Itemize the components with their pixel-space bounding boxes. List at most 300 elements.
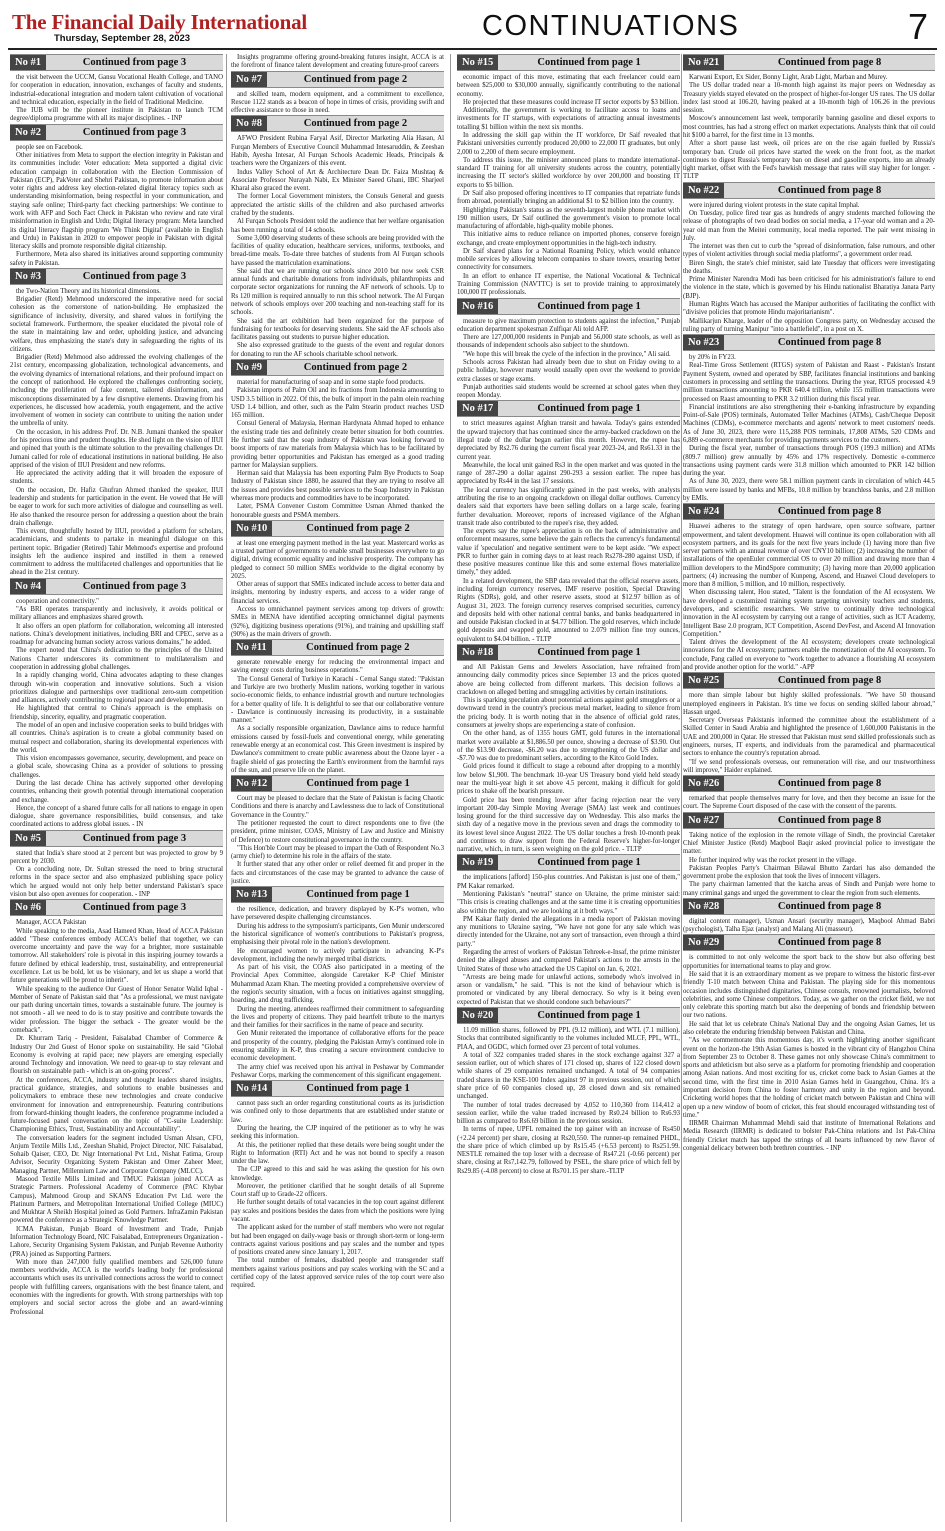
- paragraph: Mallikarjun Kharge, leader of the opposition Congress party, on Wednesday accused the ruling party of turning Manipur "into a battlefield", in a post on X.: [683, 317, 935, 333]
- continued-from-label: Continued from page 3: [82, 270, 187, 282]
- paragraph: Consul General of Malaysia, Herman Hardynata Ahmad hoped to enhance the existing trade ties and definitely create better situation for both countries. He further said that the soap industry of Pakistan was looking forward to boost imports of raw materials from Malaysia which has to be facilitated by providing better opportunities and Pakistan has emerged as a good trading partner for Malaysian suppliers.: [231, 420, 444, 469]
- paragraph: "As BRI operates transparently and inclusively, it avoids political or military alliances and emphasizes shared growth.: [10, 606, 223, 622]
- paragraph: On the occasion, in his address Prof. Dr. N.B. Jumani thanked the speaker for his precious time and prudent thoughts. He shed light on the vision of IIUI and opined that youth is the ultimate solution to the prevailing challenges Dr. Jumani called for role of educational institutions in national building. He also apprised of the vision of IIUI President and new reforms.: [10, 428, 223, 469]
- article-body: [457, 74, 680, 298]
- article-body: [683, 354, 935, 503]
- article: [683, 672, 935, 775]
- paragraph: is committed to not only welcome the sport back to the show but also offering best opportunities for international teams to play and grow.: [683, 954, 935, 970]
- paragraph: 11.09 million shares, followed by PPL (9.12 million), and WTL (7.1 million). Stocks that contributed significantly to the volumes included MLCF, PPL, WTL, PIAA, and OGDC, which formed over 23 percent of total volumes.: [457, 1026, 680, 1051]
- paragraph: Access to omnichannel payment services among top drivers of growth: SMEs in MENA have identified accepting omnichannel digital payments (92%), digitizing business operations (91%), and training and upskilling staff (90%) as the main drivers of growth.: [231, 606, 444, 638]
- paragraph: This event, thoughtfully hosted by IIUI, provided a platform for scholars, academicians, and students to partake in meaningful dialogue on this pertinent topic. Brigadier (Retired) Tahir Mehmood's expertise and profound insights left the audience inspired and instilled in them a renewed commitment to address the multifaceted challenges and opportunities that lie ahead in the 21st century.: [10, 528, 223, 577]
- article: [231, 775, 444, 886]
- article: [457, 854, 680, 1007]
- article-number: No #20: [457, 1008, 498, 1023]
- paragraph: In terms of rupee, UPFL remained the top gainer with an increase of Rs450 (+2.24 percent) per share, closing at Rs20,550. The runner-up remained PHDL, the share price of which climbed up by Rs15.45 (+6.53 percent) to Rs251.99. NESTLE remained the top loser with a decrease of Rs47.21 (-0.66 percent) per share, closing at Rs7,142.79, followed by PSEL, the share price of which fell by Rs29.85 (-4.08 percent) to close at Rs701.15 per share.-TLTP: [457, 1126, 680, 1175]
- paragraph: This is sparking speculation about potential actions against gold smugglers or a downward trend in the country's precious metal market, leading to silence from the pricing body. It is worth noting that in the absence of official gold rates, consumers at jewelry shops are experiencing a state of confusion.: [457, 697, 680, 729]
- header-rule: [8, 48, 937, 50]
- article-number: No #18: [457, 645, 498, 660]
- article: [683, 503, 935, 672]
- paragraph: the visit between the UCCM, Gansu Vocational Health College, and TANO for cooperation in education, innovation, exchanges of faculty and students, industrial-educational integration and modern talent cultivation of vocational and technical education, especially in the field of Traditional Medicine.: [10, 74, 223, 106]
- paragraph: the resilience, dedication, and bravery displayed by K-P's women, who have persevered despite challenging circumstances.: [231, 906, 444, 922]
- article: [683, 182, 935, 335]
- article-body: [683, 832, 935, 898]
- article-number: No #17: [457, 401, 498, 416]
- article-number: No #16: [457, 299, 498, 314]
- paragraph: She said the art exhibition had been organized for the purpose of fundraising for textbooks for deserving students. She said the AF schools also facilitates passing out students to pursue higher education.: [231, 317, 444, 342]
- paragraph: During the hearing, the CJP inquired of the petitioner as to why he was seeking this information.: [231, 1124, 444, 1141]
- paragraph: The number of total trades decreased by 4,052 to 110,360 from 114,412 a session earlier, while the value traded increased by Rs0.24 billion to Rs6.93 billion as compared to Rs6.69 billion in the previous session.: [457, 1101, 680, 1126]
- paragraph: Dr Saif also proposed offering incentives to IT companies that repatriate funds from abroad, potentially bringing an additional $1 to $2 billion into the country.: [457, 189, 680, 206]
- article-body: [231, 135, 444, 359]
- paragraph: When discussing talent, Hou stated, "Talent is the foundation of the AI ecosystem. We have developed a customized training system targeting university teachers and students, developers, and scientific researchers. We strive to continually drive technological innovation in the AI ecosystem by carrying out a range of activities, such as ICT Academy, Intelligent Base 2.0 program, ICT Competition, Ascend DevFest, and Ascend AI Innovation Competition.": [683, 589, 935, 638]
- paragraph: Furthermore, Meta also shared its initiatives around supporting community safety in Pakistan.: [10, 251, 223, 267]
- paragraph: It also offers an open platform for collaboration, welcoming all interested nations. China's development initiatives, including BRI and CPEC, serve as a roadmap for advancing human society across various domains," he added.: [10, 622, 223, 647]
- article-body: [231, 54, 444, 71]
- article-number: No #23: [683, 335, 724, 350]
- newspaper-title: The Financial Daily International: [12, 10, 308, 34]
- paragraph: The experts say the rupee's appreciation is on the back of administrative and enforcement measures, some believe the gain reflects the currency's fundamental value if 'speculation' and negative sentiment were to be kept aside. "We expect PKR to further gain in coming days to at least reach Rs278-280 against USD, if these positive measures continue like this and some external flows materialize timely," they added.: [457, 528, 680, 577]
- paragraph: On the occasion, Dr. Hafiz Ghufran Ahmed thanked the speaker, IIUI leadership and students for participation in the event. He vowed that He will be eager to work for such more activities of dialogue and counselling as well. He also thanked the resource person for addressing a question about the brain drain challenge.: [10, 486, 223, 527]
- paragraph: Highlighting Pakistan's status as the seventh-largest mobile phone market with 190 million users, Dr Saif outlined the government's vision to promote local manufacturing of affordable, high-quality mobile phones.: [457, 206, 680, 231]
- article-body: [231, 1100, 444, 1290]
- paragraph: He appreciated the activity adding that it will broaden the exposure of students.: [10, 470, 223, 486]
- article-body: [683, 202, 935, 335]
- paragraph: Gold price has been trending lower after facing rejection near the very important 200-day Simple Moving Average (SMA) last week and continues losing ground for the third successive day on Wednesday. This also marks the sixth day of a negative move in the previous seven and drags the commodity to its lowest level since August 2022. The US dollar touches a fresh 10-month peak and continues to draw support from the Federal Reserve's higher-for-longer narrative, which, in turn, is seen weighing on the gold price. - TLTP: [457, 796, 680, 854]
- article: [683, 812, 935, 898]
- continuation-bar: [457, 644, 680, 661]
- paragraph: As part of his visit, the COAS also participated in a meeting of the Provincial Apex Committee, alongside Caretaker K-P Chief Minister Muhammad Azam Khan. The meeting provided a comprehensive overview of the region's security situation, with a focus on initiatives against smuggling, hoarding, and drug trafficking.: [231, 964, 444, 1005]
- article-body: [10, 74, 223, 124]
- article: [10, 899, 223, 1317]
- continued-from-label: Continued from page 8: [777, 900, 882, 912]
- continued-from-label: Continued from page 8: [777, 778, 882, 790]
- continued-from-label: Continued from page 1: [537, 57, 641, 68]
- paragraph: The IUB will be the pioneer institute in Pakistan to launch TCM degree/diploma programme with all its major disciplines. - INP: [10, 107, 223, 123]
- article-body: [457, 318, 680, 401]
- paragraph: In a rapidly changing world, China advocates adapting to these changes through win-win cooperation and innovative solutions. Such a vision prioritizes dialogue and partnerships over traditional zero-sum competition and alliances, actively contributing to regional peace and development.: [10, 672, 223, 705]
- paragraph: remarked that people themselves marry for love, and then they become an issue for the court. The Supreme Court disposed of the case with the consent of the parents.: [683, 795, 935, 811]
- article-number: No #12: [231, 776, 272, 791]
- article: [231, 520, 444, 639]
- article-number: No #27: [683, 813, 724, 828]
- continued-from-label: Continued from page 3: [82, 832, 187, 844]
- continued-from-label: Continued from page 1: [537, 300, 641, 312]
- continuation-bar: [10, 124, 223, 141]
- paragraph: AFWO President Rubina Faryal Asif, Director Marketing Alia Hasan, Al Furqan Members of Executive Council Muhammad Intesaruddin, & Zeeshan Habib, Ayesha Intesar, Al Furqan Schools Academic Heads, Principals & teachers were the Organizers of this event.: [231, 135, 444, 168]
- paragraph: During his address to the symposium's participants, Gen Munir underscored the historical significance of women's contributions to Pakistan's progress, emphasising their pivotal role in the nation's development.: [231, 922, 444, 947]
- continuation-bar: [683, 54, 935, 71]
- paragraph: Brigadier (Retd) Mehmood underscored the imperative need for social cohesion as the cornerstone of nation-building. He emphasized the significance of inclusivity, diversity, and shared values in fortifying the societal framework. Furthermore, the speaker elucidated the pivotal role of the state in maintaining law and order, upholding justice, and advancing welfare, thus emphasizing the state's duty in safeguarding the rights of its citizens.: [10, 296, 223, 353]
- paragraph: On a concluding note, Dr. Sultan stressed the need to bring structural reforms in the space sector and also emphasized publishing space policy which he argued would not only help better understand Pakistan's space vision but also open avenues for cooperation. - INP: [10, 866, 223, 899]
- paragraph: Gold prices found it difficult to stage a rebound after dropping to a monthly low below $1,900. The benchmark 10-year US Treasury bond yield held steady near the multi-year high it set above 4.5 percent, making it difficult for gold prices to shake off the bearish pressure.: [457, 763, 680, 796]
- paragraph: This vision encompasses governance, security, development, and peace on a global scale, showcasing China as a provider of solutions to pressing challenges.: [10, 755, 223, 779]
- continued-from-label: Continued from page 3: [82, 126, 187, 138]
- article: [683, 934, 935, 1153]
- paragraph: It further stated that any other order or relief deemed fit and proper in the facts and circumstances of the case may be granted to advance the cause of justice.: [231, 861, 444, 885]
- paragraph: During the fiscal year, number of transactions through POS (199.3 million) and ATMs (809.7 million) grew annually by 45% and 17% respectively. Domestic e-commerce transactions using payment cards were 31.8 million which amounted to PKR 142 billion during the year.: [683, 445, 935, 478]
- article-number: No #22: [683, 183, 724, 198]
- paragraph: The US dollar traded near a 10-month high against its major peers on Wednesday as Treasury yields stayed elevated on the prospect of higher-for-longer US rates. The US dollar index last stood at 106.20, having peaked at a 10-month high of 106.26 in the previous session.: [683, 82, 935, 115]
- article-number: No #2: [10, 125, 46, 140]
- paragraph: Punjab authorities said students would be screened at school gates when they reopen Monday.: [457, 383, 680, 400]
- paragraph: Mentioning Pakistan's "neutral" stance on Ukraine, the prime minister said: "This crisis is creating challenges and at the same time it is creating opportunities also within the region, and we are looking at it both ways.": [457, 891, 680, 915]
- continued-from-label: Continued from page 1: [537, 647, 641, 658]
- article: [683, 775, 935, 812]
- article-number: No #8: [231, 116, 267, 131]
- continued-from-label: Continued from page 2: [306, 642, 410, 654]
- continued-from-label: Continued from page 3: [82, 902, 187, 914]
- paragraph: In a related development, the SBP data revealed that the official reserve assets, including foreign currency reserves, IMF reserve position, Special Drawing Rights (SDRs), gold, and other reserve assets, stood at $12.97 billion as of August 31, 2023. The foreign currency reserves comprised securities, currency and deposits held with other national central banks, and banks headquartered in and outside Pakistan clocked in at $4.77 billion. The gold reserves, which include gold deposits and swapped gold, amounted to 2.079 million fine troy ounces, equivalent to $4.04 billion. - TLTP: [457, 577, 680, 643]
- article: [10, 830, 223, 900]
- continuation-bar: [10, 268, 223, 285]
- paragraph: A total of 322 companies traded shares in the stock exchange against 327 a session earlier, out of which shares of 171 closed up, shares of 122 closed down while shares of 29 companies remained unchanged. A total of 94 companies traded shares in the KSE-100 Index against 97 in previous session, out of which share price of 60 companies closed up, 28 closed down and six remained unchanged.: [457, 1051, 680, 1101]
- article-number: No #26: [683, 776, 724, 791]
- paragraph: IIRMR Chairman Muhammad Mehdi said that institute of International Relations and Media Research (IIRMR) is dedicated to bolster Pak-China relations and 1st Pak-China friendly Cricket match has tapped the strings of all hearts influenced by new flavor of congenial delicacy between both brethren countries. - INP: [683, 1120, 935, 1152]
- article-body: [10, 144, 223, 268]
- article: [457, 298, 680, 401]
- article: [231, 639, 444, 775]
- article: [683, 898, 935, 935]
- article-body: [231, 379, 444, 520]
- paragraph: Moscow's announcement last week, temporarily banning gasoline and diesel exports to most countries, has had a strong effect on market expectations. Analysts think that oil could hit $100 a barrel, for the first time in 13 months.: [683, 115, 935, 139]
- continuation-bar: [10, 899, 223, 916]
- article: [683, 54, 935, 182]
- paragraph: Biren Singh, the state's chief minister, said late Tuesday that officers were investigating the deaths.: [683, 259, 935, 275]
- article-number: No #7: [231, 72, 267, 87]
- paragraph: At the conferences, ACCA, industry and thought leaders shared insights, practical guidance, strategies, and solutions to enable businesses and policymakers to embrace these new technologies and create conducive environment for innovation and entrepreneurship. Featuring contributions from forward-thinking thought leaders, the conference programme included a future-focused panel conversation on the topic of "C-suite Leadership: Championing Ethics, Trust, Sustainability and Accountability".: [10, 1076, 223, 1134]
- continuation-bar: [683, 672, 935, 689]
- column-divider: [450, 54, 451, 1522]
- continued-from-label: Continued from page 3: [82, 580, 187, 592]
- article-number: No #29: [683, 935, 724, 950]
- paragraph: Hence, the concept of a shared future calls for all nations to engage in open dialogue, share governance responsibilities, build consensus, and take coordinated actions to address global issues. - IN: [10, 804, 223, 829]
- continuation-bar: [231, 359, 444, 376]
- continued-from-label: Continued from page 8: [777, 337, 882, 349]
- article-body: [457, 420, 680, 644]
- article-body: [683, 523, 935, 672]
- paragraph: Herman said that Malaysia has been exporting Palm Bye Products to Soap Industry of Pakistan since 1880, he assured that they are trying to resolve all the issues and provides best possible services to the Soap Industry in Pakistan whereas more products and commodities have to be incorporated.: [231, 470, 444, 502]
- column-3: [457, 54, 680, 1524]
- continued-from-label: Continued from page 3: [82, 57, 187, 68]
- paragraph: Human Rights Watch has accused the Manipur authorities of facilitating the conflict with "divisive policies that promote Hindu majoritarianism".: [683, 301, 935, 317]
- paragraph: As a socially responsible organization, Dawlance aims to reduce harmful emissions caused by fossil-fuels and conventional energy, while generating renewable energy at an economical cost. This Green investment is inspired by Dawlance's commitment to create public awareness about the Ozone layer - a fragile shield of gas protecting the Earth's environment from the harmful rays of the sun, and preserve life on the planet.: [231, 725, 444, 774]
- paragraph: PM Kakar flatly denied the allegations in a media report of Pakistan moving any munitions to Ukraine saying, "We have not gone for any sale which was directly intended for the Ukraine, not any sort of transaction, even through a third party.": [457, 915, 680, 948]
- continued-from-label: Continued from page 1: [537, 403, 641, 415]
- article: [231, 359, 444, 520]
- paragraph: to strict measures against Afghan transit and hawala. Today's gains extended the upward trajectory that has continued since the army-backed crackdown on the illegal trade of the dollar began earlier this month. However, the rupee has depreciated by Rs2.76 during the current fiscal year 2023-24, and Rs61.33 in the current year.: [457, 420, 680, 461]
- paragraph: Later, PSMA Convener Custom Committee Usman Ahmed thanked the honourable guests and PSMA members.: [231, 503, 444, 519]
- paragraph: The petitioner requested the court to direct respondents one to five (the president, prime minister, COAS, Ministry of Law and Justice and Ministry of Defence) to restore constitutional governance in the country.: [231, 819, 444, 844]
- article: [457, 400, 680, 644]
- paragraph: Secretary Overseas Pakistanis informed the committee about the establishment of a Skilled Center in Saudi Arabia and highlighted the presence of 1,600,000 Pakistanis in the UAE and 200,000 in Qatar. He stressed that Pakistan must send skilled professionals such as engineers, nurses, IT experts, and individuals from the paramedical and pharmaceutical sectors to enhance the country's reputation abroad.: [683, 717, 935, 758]
- column-4: [683, 54, 935, 1524]
- paragraph: measure to give maximum protection to students against the infection," Punjab education department spokesman Zulfiqar Ali told AFP.: [457, 317, 680, 333]
- continued-from-label: Continued from page 1: [537, 857, 641, 869]
- column-divider: [681, 54, 682, 1522]
- paragraph: digital content manager), Usman Ansari (security manager), Maqbool Ahmad Babri (psychologist), Talha Ejaz (analyst) and Malang Ali (masseur).: [683, 917, 935, 934]
- paragraph: Dr Saif shared plans for a National Roaming Policy, which would enhance mobile services by allowing telecom companies to share towers, ensuring better connectivity for consumers.: [457, 247, 680, 272]
- paragraph: Insights programme offering ground-breaking futures insight, ACCA is at the forefront of finance talent development and creating future-proof careers: [231, 54, 444, 70]
- paragraph: Talent drives the development of the AI ecosystem; developers create technological innovations for the AI ecosystem; partners enable the monetization of the AI ecosystem. To conclude, Pang called on everyone to "work together to advance a flourishing AI ecosystem and provide another option for the world." -APP: [683, 639, 935, 671]
- paragraph: the implications [afford] 150-plus countries. And Pakistan is just one of them," PM Kakar remarked.: [457, 874, 680, 890]
- continued-from-label: Continued from page 2: [303, 362, 408, 373]
- article: [231, 54, 444, 71]
- continuation-bar: [457, 54, 680, 71]
- paragraph: The army chief was received upon his arrival in Peshawar by Commander Peshawar Corps, marking the commencement of this significant engagement.: [231, 1063, 444, 1079]
- paragraph: Schools across Pakistan had already been due to shut on Friday owing to a public holiday, however many would usually open over the weekend to provide extra classes or stage exams.: [457, 359, 680, 383]
- paragraph: The CJP agreed to this and said he was asking the question for his own knowledge.: [231, 1166, 444, 1182]
- continued-from-label: Continued from page 2: [306, 522, 410, 534]
- article: [457, 54, 680, 298]
- paragraph: With more than 247,000 fully qualified members and 526,000 future members worldwide, ACCA is the world's leading body for professional accountants which uses its unrivalled connections across the world to connect people with fulfilling careers, organisations with the best finance talent, and economies with the ingredients for growth. With strong partnerships with top employers and social sector across the globe and an award-winning Professional: [10, 1258, 223, 1316]
- article-number: No #10: [231, 521, 272, 536]
- continuation-bar: [231, 520, 444, 537]
- paragraph: During the meeting, attendees reaffirmed their commitment to safeguarding the lives and property of citizens. They paid heartfelt tribute to the martyrs and their families for their sacrifices in the name of peace and security.: [231, 1005, 444, 1030]
- paragraph: Court may be pleased to declare that the State of Pakistan is facing Chaotic Conditions and there is anarchy and Lawlessness due to lack of Constitutional Governance in the Country.": [231, 795, 444, 819]
- continuation-bar: [457, 854, 680, 871]
- paragraph: Additionally, the government is working to facilitate access to loans and investments for IT startups, with expectations of attracting annual investments totalling $1 billion within the next six months.: [457, 107, 680, 131]
- paragraph: She also expressed gratitude to the guests of the event and regular donors for donating to run the AF schools charitable school network.: [231, 342, 444, 358]
- paragraph: by 20% in FY23.: [689, 354, 736, 362]
- paragraph: stated that India's share stood at 2 percent but was projected to grow by 9 percent by 2030.: [10, 849, 223, 865]
- paragraph: Indus Valley School of Art & Architecture Dean Dr. Faiza Mushtaq & Associate Professor Nurayah Nabi, Ex Minister Saeed Ghani, IBC Sharjeel Kharal also graced the event.: [231, 168, 444, 193]
- paragraph: Other initiatives from Meta to support the election integrity in Pakistan and its communities include: Voter education: Meta supported a digital civic education campaign in collaboration with the Election Commission of Pakistan (ECP), PakVoter and Shehri Pakistan, to promote information about voter rights and address key election-related digital literacy topics such as understanding misinformation, being respectful in your communication, and staying safe online; Third-party fact checking partnerships: We continue to work with AFP and Soch Fact Check in Pakistan who review and rate viral misinformation in English and Urdu; Digital literacy program: Meta launched its digital literacy flagship program 'We Think Digital' (available in English and Urdu) in Pakistan in 2020 to empower people in Pakistan with digital literacy skills and promote responsible digital citizenship.: [10, 151, 223, 251]
- paragraph: Pakistan imports of Palm Oil and its fractions from Indonesia amounting to USD 3.5 billion in 2022. Of this, the bulk of import in the palm olein reaching USD 1.4 billion, and other, such as the Palm Stearin product reaches USD 165 million.: [231, 387, 444, 420]
- article-body: [231, 540, 444, 639]
- paragraph: The conversation leaders for the segment included Usman Ahsan, CFO, Anjum Textile Mills Ltd., Zeeshan Shahid, Project Director, NIC Faisalabad, Sohaib Qaiser, CEO, Dr. Nigr International Pvt Ltd., Nishat Fatima, Group Advisor, Security Organizing System Pakistan and Omer Zaheer Meer, Managing Partner, Millennium Law and Corporate Company (MLCC).: [10, 1134, 223, 1175]
- paragraph: He further inquired why was the rocket present in the village.: [689, 856, 857, 864]
- paragraph: There are 127,000,000 residents in Punjab and 56,000 state schools, as well as thousands of independent schools also subject to the shutdown.: [457, 334, 680, 350]
- paragraph: This initiative aims to reduce reliance on imported phones, conserve foreign exchange, and create employment opportunities in the high-tech industry.: [457, 231, 680, 247]
- continuation-bar: [231, 639, 444, 656]
- article-body: [231, 906, 444, 1080]
- article-number: No #14: [231, 1081, 272, 1096]
- paragraph: Financial institutions are also strengthening their e-banking infrastructure by expanding Point-of-Sale (POS) terminals, Automated Teller Machines (ATMs), Cash/Cheque Deposit Machines (CDMs), e-commerce merchants and agents' network to meet customers' needs. As of June 30, 2023, there were 115,288 POS terminals, 17,808 ATMs, 520 CDMs and 6,889 e-commerce merchants for providing payments services to the customers.: [683, 403, 935, 444]
- article-number: No #25: [683, 673, 724, 688]
- article-body: [683, 74, 935, 182]
- paragraph: While speaking to the media, Asad Hameed Khan, Head of ACCA Pakistan added "These conferences embody ACCA's belief that together, we can overcome uncertainty and pave the way for a brighter, more sustainable tomorrow. All stakeholders' role is pivotal in this inspiring journey towards a future defined by ethical leadership, trust, sustainability, and entrepreneurial excellence. Let us be bold, let us be visionary, and let us shape a world that future generations will be proud to inherit".: [10, 927, 223, 985]
- paragraph: At this, the petitioner replied that these details were being sought under the Right to Information (RTI) Act and he was not bound to specify a reason under the law.: [231, 1141, 444, 1166]
- continuation-bar: [683, 812, 935, 829]
- continued-from-label: Continued from page 1: [306, 778, 410, 790]
- continued-from-label: Continued from page 8: [777, 937, 882, 949]
- paragraph: "As we commemorate this momentous day, it's worth highlighting another significant event on the horizon-the 19th Asian Games is hosted in the vibrant city of Hangzhou China from September 23 to October 8. These games not only showcase China's commitment to sports and athleticism but also serve as a platform for promoting friendship and cooperation among Asian nations. And most exciting for us, cricket come back to Asian Games at the second time, with the first time in 2010 Asian Games held in Guangzhou, China. It's a important decision from China to foster harmony and unity in the region and beyond. Cricketing world hopes that the holding of cricket match between Pakistan and China will open up a new window of boom of cricket, this feat should encouraged withstanding test of time.": [683, 1037, 935, 1119]
- paragraph: Dr. Khurram Tariq - President, Faisalabad Chamber of Commerce & Industry Our 2nd Guest of Honor spoke on sustainability. He said "Global Economy is evolving at rapid pace; new players are emerging especially around Technology and innovation. We need to gear-up to stay relevant and flourish on sustainable path - which is an on-going process".: [10, 1035, 223, 1076]
- paragraph: To address this issue, the minister announced plans to mandate international-standard IT training for all university students across the country, potentially increasing the IT sector's skilled workforce by over 200,000 and boosting IT exports to $5 billion.: [457, 156, 680, 189]
- article-body: [231, 659, 444, 775]
- paragraph: On the other hand, as of 1355 hours GMT, gold futures in the international market were available at $1,886.50 per ounce, showing a decrease of $3.90. Out of the $13.90 decrease, -$6.20 was due to strengthening of the US dollar and -$7.70 was due to predominant sellers, according to the Kitco Gold Index.: [457, 730, 680, 763]
- article-number: No #24: [683, 504, 724, 519]
- issue-date: Thursday, September 28, 2023: [54, 33, 191, 44]
- paragraph: economic impact of this move, estimating that each freelancer could earn between $25,000 to $30,000 annually, significantly contributing to the national economy.: [457, 74, 680, 98]
- paragraph: As of June 30, 2023, there were 58.1 million payment cards in circulation of which 44.5 million were issued by banks and MFBs, 10.8 million by branchless banks, and 2.8 million by EMIs.: [683, 478, 935, 502]
- article-body: [10, 288, 223, 578]
- article-body: [683, 795, 935, 812]
- paragraph: cannot pass such an order regarding constitutional courts as its jurisdiction was confined only to those departments that are established under statute or law.: [231, 1100, 444, 1124]
- paragraph: The local currency has significantly gained in the past weeks, with analysts attributing the rise to an ongoing crackdown on illegal dollar outflows. Currency dealers said that exporters have been selling dollars on a large scale, fearing further devaluation. Moreover, reports of increased vigilance of the Afghan transit trade also contributed to the rupee's rise, they added.: [457, 486, 680, 527]
- article-body: [457, 664, 680, 854]
- paragraph: On Tuesday, police fired tear gas as hundreds of angry students marched following the release of photographs of two dead bodies on social media, a 17-year old woman and a 20-year old man from the Meitei community, local media reported. The pair went missing in July.: [683, 209, 935, 242]
- paragraph: Other areas of support that SMEs indicated include access to better data and insights, mentoring by industry experts, and access to a wider range of financial services.: [231, 581, 444, 605]
- paragraph: more than simple labour but highly skilled professionals. "We have 50 thousand unemployed engineers in Pakistan. It's time we focus on sending skilled labour abroad," Hassan urged.: [683, 692, 935, 716]
- article: [457, 1007, 680, 1176]
- article: [10, 268, 223, 578]
- article: [10, 124, 223, 268]
- article-number: No #19: [457, 855, 498, 870]
- article: [231, 71, 444, 116]
- continued-from-label: Continued from page 2: [303, 73, 408, 85]
- article-number: No #9: [231, 360, 267, 375]
- article-body: [683, 692, 935, 775]
- paragraph: generate renewable energy for reducing the environmental impact and saving energy costs during business operations.": [231, 659, 444, 675]
- continuation-bar: [10, 54, 223, 71]
- article-body: [457, 874, 680, 1007]
- paragraph: Prime Minister Narendra Modi has been criticised for his administration's failure to end the violence in the state, which is governed by his Hindu nationalist Bharatiya Janata Party (BJP).: [683, 276, 935, 300]
- article-body: [10, 598, 223, 830]
- paragraph: Meanwhile, the local unit gained Rs3 in the open market and was quoted in the range of 287-290 a dollar against 290-293 a session earlier. The rupee has appreciated by Rs44 in the last 17 sessions.: [457, 461, 680, 486]
- article-number: No #3: [10, 269, 46, 284]
- article-number: No #28: [683, 899, 724, 914]
- article-body: [10, 919, 223, 1317]
- paragraph: and skilled team, modern equipment, and a commitment to excellence, Rescue 1122 stands as a beacon of hope in times of crisis, providing swift and effective assistance to those in need.: [231, 90, 444, 115]
- article: [231, 1080, 444, 1290]
- paragraph: Huawei adheres to the strategy of open hardware, open source software, partner empowerment, and talent development. Huawei will continue its open collaboration with all ecosystem partners, and its goals for the next five years include (1) having more than five server partners with an annual revenue of over CNY10 billion; (2) increasing the number of installations of the openEuler commercial OS to over 20 million and drawing more than 4 million developers to the MindSpore community; (3) having more than 20,000 application partners; (4) increasing the number of Kunpeng, Ascend, and Huawei Cloud developers to more than 8 million, 5 million, and 10 million, respectively.: [683, 523, 935, 589]
- continuation-bar: [457, 298, 680, 315]
- continuation-bar: [231, 115, 444, 132]
- continuation-bar: [683, 334, 935, 351]
- paragraph: Al Furqan Schools President told the audience that her welfare organisation has been running a total of 14 schools.: [231, 218, 444, 234]
- article-number: No #21: [683, 55, 724, 70]
- paragraph: Some 3,000 deserving students of these schools are being provided with the facilities of quality education, healthcare services, uniforms, textbooks, and bread-time meals. To-date three batches of students from Al Furqan schools have passed the matriculation examinations.: [231, 234, 444, 267]
- paragraph: "Arrests are being made for unlawful actions, somebody who's involved in arson or vandalism," he said. "This is not the kind of behaviour which is promoted or vindicated by any liberal democracy. So why is it being even expected of Pakistan that we should condone such behaviours?": [457, 973, 680, 1006]
- article-body: [231, 91, 444, 116]
- paragraph: Karwani Export, Ex Sider, Bonny Light, Arab Light, Marban and Murey.: [689, 74, 888, 81]
- continued-from-label: Continued from page 1: [537, 1009, 641, 1021]
- paragraph: He encouraged women to actively participate in advancing K-P's development, including the newly merged tribal districts.: [231, 947, 444, 963]
- continuation-bar: [683, 934, 935, 951]
- paragraph: Gen Munir reiterated the importance of collaborative efforts for the peace and prosperity of the country, pledging the Pakistan Army's continued role in ensuring stability in K-P, thus creating a secure environment conducive to economic development.: [231, 1030, 444, 1063]
- paragraph: During the last decade China has actively supported other developing countries, enhancing their growth potential through international cooperation and exchange.: [10, 779, 223, 804]
- continued-from-label: Continued from page 1: [306, 889, 410, 901]
- continuation-bar: [231, 886, 444, 903]
- paragraph: material for manufacturing of soap and in some staple food products.: [237, 379, 425, 386]
- article-number: No #1: [10, 55, 46, 70]
- continued-from-label: Continued from page 8: [777, 814, 882, 826]
- article-number: No #6: [10, 900, 46, 915]
- paragraph: The total number of females, disabled people and transgender staff members against various positions and pay scales working with the SC and a certified copy of the latest approved service rules of the top court were also required.: [231, 1257, 444, 1290]
- article: [231, 886, 444, 1080]
- paragraph: the Two-Nation Theory and its historical dimensions.: [16, 287, 161, 295]
- article: [457, 644, 680, 854]
- paragraph: He said that it is an extraordinary moment as we prepare to witness the historic first-ever friendly T-10 match between China and Pakistan. The playing side for this momentous occasion includes distinguished dignitaries, Chinese consuls, renowned journalists, beloved celebrities, and some Chinese competitors. Today, as we gather on the cricket field, we not only celebrate this sporting match but also the deepening of bonds and friendship between our two nations.: [683, 971, 935, 1020]
- paragraph: After a short pause last week, oil prices are on the rise again fuelled by Russia's temporary ban. Crude oil prices have started the week on the front foot, as the market continues to digest Russia's temporary ban on diesel and gasoline exports, into an already tight market, offset with the Fed's hawkish message that rates will stay higher for longer. - TLTP: [683, 140, 935, 181]
- continuation-bar: [457, 400, 680, 417]
- article: [683, 334, 935, 503]
- continued-from-label: Continued from page 8: [777, 184, 882, 196]
- continuation-bar: [231, 775, 444, 792]
- page-number: 7: [907, 6, 928, 47]
- paragraph: He said that let us celebrate China's National Day and the ongoing Asian Games, let us also celebrate the enduring friendship between Pakistan and China.: [683, 1020, 935, 1036]
- continuation-bar: [683, 775, 935, 792]
- paragraph: and All Pakistan Gems and Jewelers Association, have refrained from announcing daily commodity prices since September 13 and the prices quoted above are being collected from different markets. This decision follows a crackdown on alleged betting and smuggling activities by certain institutions.: [457, 664, 680, 696]
- paragraph: He further sought details of total vacancies in the top court against different pay scales and positions besides the dates from which the positions were lying vacant.: [231, 1199, 444, 1224]
- masthead: [8, 6, 938, 46]
- continuation-bar: [10, 830, 223, 847]
- paragraph: Manager, ACCA Pakistan: [16, 919, 87, 927]
- paragraph: at least one emerging payment method in the last year. Mastercard works as a trusted partner of governments to enable small businesses everywhere to go digital, driving economic equality and inclusive prosperity. The company has pledged to connect 50 million SMEs worldwide to the digital economy by 2025.: [231, 539, 444, 580]
- paragraph: Taking notice of the explosion in the remote village of Sindh, the provincial Caretaker Chief Minister Justice (Retd) Maqbool Baqir asked provincial police to investigate the matter.: [683, 831, 935, 856]
- paragraph: Brigadier (Retd) Mehmood also addressed the evolving challenges of the 21st century, encompassing globalization, technological advancements, and the evolving dynamics of international relations, and their profound impact on the concept of nationhood. He explored the challenges confronting society, including the proliferation of fake content, tailored disinformation, and misconceptions disseminated by a few disruptive elements. Drawing from his experiences, he discussed how academia, youth engagement, and the active involvement of women in society can contribute to uniting the nation under the umbrella of unity.: [10, 354, 223, 428]
- paragraph: The party chairman lamented that the katcha areas of Sindh and Punjab were home to many criminal gangs and urged the government to clear the region from such elements.: [683, 881, 935, 897]
- article-number: No #13: [231, 887, 272, 902]
- continued-from-label: Continued from page 8: [777, 675, 882, 687]
- article-body: [231, 795, 444, 886]
- column-1: [10, 54, 223, 1524]
- article-number: No #15: [457, 55, 498, 70]
- paragraph: Regarding the arrest of workers of Pakistan Tehreek-e-Insaf, the prime minister denied the alleged abuses and compared Pakistan's actions to the arrests in the United States of those who attacked the US Capitol on Jan. 6, 2021.: [457, 949, 680, 973]
- paragraph: The Consul General of Turkiye in Karachi - Cemal Sangu stated: "Pakistan and Turkiye are two brotherly Muslim nations, working together in various socio-economic fields, to enhance industrial growth and nurture technologies for a better quality of life. It is delightful to see that our collaborative venture - Dawlance is continuously increasing its productivity, in a sustainable manner.": [231, 675, 444, 725]
- paragraph: Real-Time Gross Settlement (RTGS) system of Pakistan and Raast - Pakistan's Instant Payment System, owned and operated by SBP, facilitates financial institutions and banking customers in processing and settling the transactions. During the year, RTGS processed 4.9 million transactions amounting to PKR 640.4 trillion, while 155 million transactions were processed on Raast amounting to PKR 3.2 trillion during this fiscal year.: [683, 362, 935, 403]
- continuation-bar: [683, 898, 935, 915]
- paragraph: The internet was then cut to curb the "spread of disinformation, false rumours, and other types of violent activities through social media platforms", a government order read.: [683, 243, 935, 259]
- paragraph: The applicant asked for the number of staff members who were not regular but had been engaged on daily-wage basis or through short-term or long-term contracts against various positions and pay scales and the number and types of positions created anew since January 1, 2017.: [231, 1224, 444, 1257]
- paragraph: people see on Facebook.: [16, 143, 83, 151]
- paragraph: "We hope this will break the cycle of the infection in the province," Ali said.: [463, 350, 671, 358]
- paragraph: The former Local Government ministers, the Consuls General and guests appreciated the artistic skills of the children and also purchased artworks crafted by the students.: [231, 193, 444, 217]
- continued-from-label: Continued from page 8: [777, 506, 882, 518]
- paragraph: She said that we are running our schools since 2010 but now seek CSR annual funds and charitable donations from individuals, philanthropists and corporate sector organizations for running the AF network of schools. Up to Rs 120 million is required annually to run this school network. The Al Furqan network of schools employs over 200 teaching and non-teaching staff for its schools.: [231, 267, 444, 317]
- article-number: No #11: [231, 640, 272, 655]
- article-number: No #4: [10, 579, 46, 594]
- paragraph: "This Hon'ble Court may be pleased to impart the Oath of Respondent No.3 (army chief) to determine his role in the affairs of the state.: [231, 844, 444, 861]
- paragraph: Moreover, the petitioner clarified that he sought details of all Supreme Court staff up to Grade-22 officers.: [231, 1182, 444, 1199]
- article: [231, 115, 444, 359]
- continued-from-label: Continued from page 2: [303, 118, 408, 130]
- column-2: [231, 54, 444, 1524]
- paragraph: The model of an open and inclusive cooperation seeks to build bridges with all countries. China's aspiration is to create a global community based on mutual respect and collaboration, sharing its developmental experiences with the world.: [10, 721, 223, 754]
- continued-from-label: Continued from page 1: [306, 1083, 410, 1095]
- continuation-bar: [683, 503, 935, 520]
- paragraph: Masood Textile Mills Limited and TMUC Pakistan joined ACCA as Strategic Partners. Professional Academy of Commerce (PAC Khybar Campus), Mahmood Group and SKANS Education Pvt Ltd. were the Platinum Partners, and Metropolitan International Unified College (MIUC) and Mukhtar A Sheikh Hospital joined as Gold Partners. InfraZamin Pakistan powered the conference as a Strategic Knowledge Partner.: [10, 1176, 223, 1225]
- continuation-bar: [231, 71, 444, 88]
- paragraph: Pakistan Peoples Party's Chairman Bilawal Bhutto Zardari has also demanded the government probe the explosion that took the lives of innocent villagers.: [683, 864, 935, 881]
- section-title: CONTINUATIONS: [482, 10, 740, 42]
- paragraph: In addressing the skill gap within the IT workforce, Dr Saif revealed that Pakistani universities currently produced 20,000 to 22,000 IT graduates, but only 2,000 to 2,200 of them secure employment.: [457, 131, 680, 156]
- article-body: [457, 1027, 680, 1176]
- paragraph: The expert noted that China's dedication to the principles of the United Nations Charter underscores its commitment to multilateralism and cooperation in addressing global challenges.: [10, 647, 223, 671]
- continued-from-label: Continued from page 8: [777, 57, 882, 68]
- continuation-bar: [231, 1080, 444, 1097]
- paragraph: cooperation and connectivity.": [16, 597, 99, 605]
- article: [10, 578, 223, 830]
- column-divider: [226, 54, 227, 1522]
- paragraph: In an effort to enhance IT expertise, the National Vocational & Technical Training Commission (NAVTTC) is set to provide training to approximately 100,000 IT professionals.: [457, 272, 680, 297]
- article: [10, 54, 223, 124]
- article-body: [683, 918, 935, 935]
- paragraph: While speaking to the audience Our Guest of Honor Senator Walid Iqbal - Member of Senate of Pakistan said that "As a professional, we must navigate our path during uncertain times, towards a sustainable future. The journey is not smooth - all we need to do is to stay positive and contribute towards the wider profession. The bigger the setback - The greater would be the comeback".: [10, 985, 223, 1034]
- article-number: No #5: [10, 831, 46, 846]
- paragraph: He highlighted that central to China's approach is the emphasis on friendship, sincerity, equality, and pragmatic cooperation.: [10, 705, 223, 721]
- paragraph: He projected that these measures could increase IT sector exports by $3 billion.: [463, 98, 679, 106]
- continuation-bar: [457, 1007, 680, 1024]
- paragraph: ICMA Pakistan, Punjab Board of Investment and Trade, Punjab Information Technology Board, NIC Faisalabad, Entrepreneurs Organization - Lahore, Security Organising System Pakistan, and Punjab Revenue Authority (PRA) joined as Supporting Partners.: [10, 1225, 223, 1258]
- article-body: [10, 850, 223, 900]
- continuation-bar: [683, 182, 935, 199]
- continuation-bar: [10, 578, 223, 595]
- paragraph: "If we send professionals overseas, our remuneration will rise, and our trustworthiness will improve," Haider explained.: [683, 758, 935, 774]
- article-body: [683, 954, 935, 1153]
- paragraph: were injured during violent protests in the state capital Imphal.: [689, 201, 860, 209]
